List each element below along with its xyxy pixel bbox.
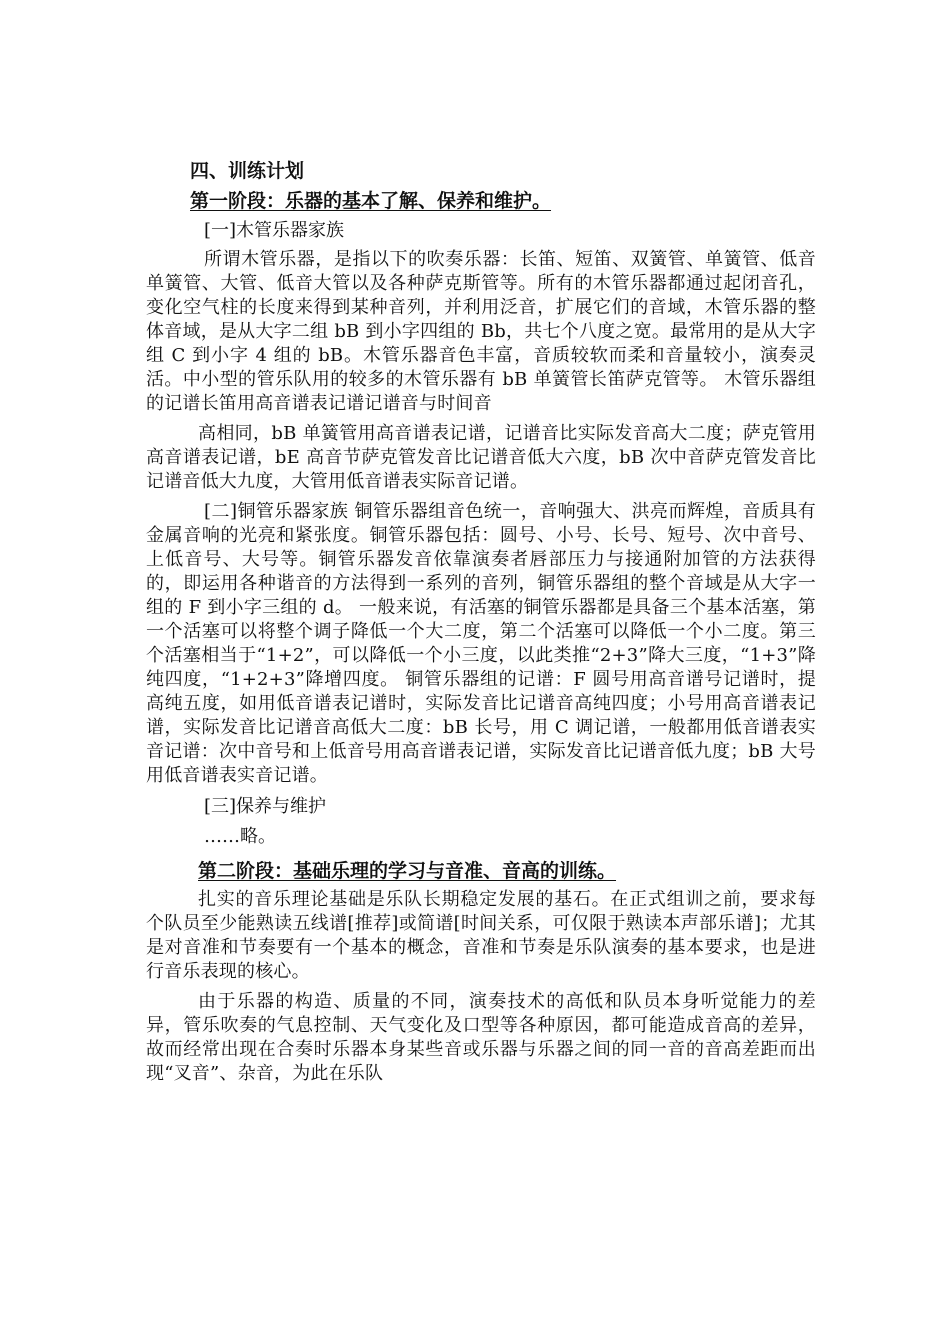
woodwind-paragraph-1: 所谓木管乐器，是指以下的吹奏乐器：长笛、短笛、双簧管、单簧管、低音单簧管、大管、低音大管以及各种萨克斯管等。所有的木管乐器都通过起闭音孔，变化空气柱的长度来得到某种音列，并利用泛音，扩展它们的音域，木管乐器的整体音域，是从大字二组 bB 到小字四组的 Bb，共七个八度之宽。最常用的是从大字组 C 到小字 4 组的 bB。木管乐器音色丰富，音质较软而柔和音量较小，演奏灵活。中小型的管乐队用的较多的木管乐器有 bB 单簧管长笛萨克管等。 木管乐器组的记谱长笛用高音谱表记谱记谱音与时间音	[146, 249, 816, 414]
stage2-title: 第二阶段：基础乐理的学习与音准、音高的训练。	[198, 860, 617, 882]
section-heading: 四、训练计划	[190, 160, 305, 182]
woodwind-heading: [一]木管乐器家族	[204, 220, 345, 241]
stage1-title: 第一阶段：乐器的基本了解、保养和维护。	[190, 190, 552, 212]
maintenance-body: ……略。	[204, 826, 276, 847]
stage2-paragraph-1: 扎实的音乐理论基础是乐队长期稳定发展的基石。在正式组训之前，要求每个队员至少能熟读五线谱[推荐]或简谱[时间关系，可仅限于熟读本声部乐谱]；尤其是对音准和节奏要有一个基本的概念，音准和节奏是乐队演奏的基本要求，也是进行音乐表现的核心。	[146, 889, 816, 982]
document-page	[146, 158, 816, 1092]
woodwind-paragraph-2: 高相同，bB 单簧管用高音谱表记谱，记谱音比实际发音高大二度；萨克管用高音谱表记谱，bE 高音节萨克管发音比记谱音低大六度，bB 次中音萨克管发音比记谱音低大九度，大管用低音谱表实际音记谱。	[146, 423, 816, 492]
maintenance-heading: [三]保养与维护	[204, 796, 327, 817]
brass-heading: [二]铜管乐器家族	[204, 501, 349, 522]
brass-body: 铜管乐器组音色统一，音响强大、洪亮而辉煌，音质具有金属音响的光亮和紧张度。铜管乐器包括：圆号、小号、长号、短号、次中音号、上低音号、大号等。铜管乐器发音依靠演奏者唇部压力与接通附加管的方法获得的，即运用各种谐音的方法得到一系列的音列，铜管乐器组的整个音域是从大字一组的 F 到小字三组的 d。 一般来说，有活塞的铜管乐器都是具备三个基本活塞，第一个活塞可以将整个调子降低一个大二度，第二个活塞可以降低一个小二度。第三个活塞相当于“1+2”，可以降低一个小三度，以此类推“2+3”降大三度，“1+3”降纯四度，“1+2+3”降增四度。 铜管乐器组的记谱：F 圆号用高音谱号记谱时，提高纯五度，如用低音谱表记谱时，实际发音比记谱音高纯四度；小号用高音谱表记谱，实际发音比记谱音高低大二度：bB 长号，用 C 调记谱，一般都用低音谱表实音记谱：次中音号和上低音号用高音谱表记谱，实际发音比记谱音低九度；bB 大号用低音谱表实音记谱。	[146, 501, 816, 786]
stage2-paragraph-2: 由于乐器的构造、质量的不同，演奏技术的高低和队员本身听觉能力的差异，管乐吹奏的气息控制、天气变化及口型等各种原因，都可能造成音高的差异，故而经常出现在合奏时乐器本身某些音或乐器与乐器之间的同一音的音高差距而出现“叉音”、杂音，为此在乐队	[146, 991, 816, 1084]
brass-paragraph	[146, 500, 816, 788]
